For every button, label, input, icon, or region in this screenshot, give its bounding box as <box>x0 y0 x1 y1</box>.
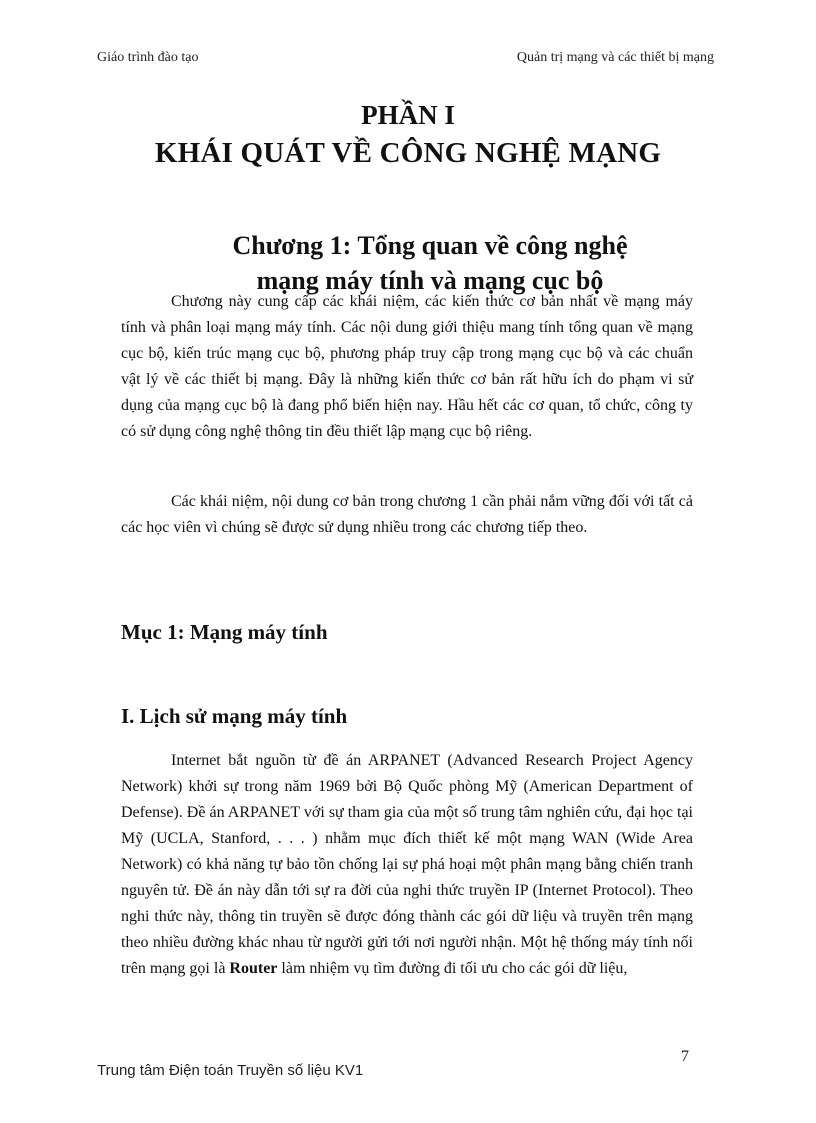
part-subtitle: KHÁI QUÁT VỀ CÔNG NGHỆ MẠNG <box>154 137 662 169</box>
section-heading-muc-1: Mục 1: Mạng máy tính <box>121 620 328 644</box>
history-text-end: làm nhiệm vụ tìm đường đi tối ưu cho các gói dữ liệu, <box>277 960 628 977</box>
history-text-start: Internet bắt nguồn từ đề án ARPANET (Advanced Research Project Agency Network) khởi sự trong năm 1969 bởi Bộ Quốc phòng Mỹ (American Department of Defense). Đề án ARPANET với sự tham gia của một số trung tâm nghiên cứu, đại học tại Mỹ (UCLA, Stanford, . . . ) nhằm mục đích thiết kế một mạng WAN (Wide Area Network) có khả năng tự bảo tồn chống lại sự phá hoại một phân mạng bằng chiến tranh nguyên tử. Đề án này dẫn tới sự ra đời của nghi thức truyền IP (Internet Protocol). Theo nghi thức này, thông tin truyền sẽ được đóng thành các gói dữ liệu và truyền trên mạng theo nhiều đường khác nhau từ người gửi tới nơi người nhận. Một hệ thống máy tính nối trên mạng gọi là <box>121 752 693 977</box>
running-header-left: Giáo trình đào tạo <box>97 50 199 65</box>
chapter-title-line-2: mạng máy tính và mạng cục bộ <box>256 266 604 295</box>
chapter-intro-paragraph-1: Chương này cung cấp các khái niệm, các kiến thức cơ bản nhất về mạng máy tính và phân loại mạng máy tính. Các nội dung giới thiệu mang tính tổng quan về mạng cục bộ, kiến trúc mạng cục bộ, phương pháp truy cập trong mạng cục bộ và các chuẩn vật lý về các thiết bị mạng. Đây là những kiến thức cơ bản rất hữu ích do phạm vi sử dụng của mạng cục bộ là đang phổ biến hiện nay. Hầu hết các cơ quan, tổ chức, công ty có sử dụng công nghệ thông tin đều thiết lập mạng cục bộ riêng. <box>121 293 693 440</box>
section-heading-lich-su: I. Lịch sử mạng máy tính <box>121 704 348 728</box>
chapter-title-line-1: Chương 1: Tổng quan về công nghệ <box>232 231 628 260</box>
page-number: 7 <box>681 1048 689 1065</box>
chapter-intro-paragraph-2: Các khái niệm, nội dung cơ bản trong chương 1 cần phải nắm vững đối với tất cả các học viên vì chúng sẽ được sử dụng nhiều trong các chương tiếp theo. <box>121 493 693 536</box>
part-title: PHẦN I <box>361 100 455 130</box>
chapter-title <box>0 228 816 298</box>
history-paragraph <box>121 748 693 982</box>
running-header-right: Quản trị mạng và các thiết bị mạng <box>516 50 714 65</box>
footer-organization: Trung tâm Điện toán Truyền số liệu KV1 <box>97 1062 364 1079</box>
router-term: Router <box>229 960 278 977</box>
